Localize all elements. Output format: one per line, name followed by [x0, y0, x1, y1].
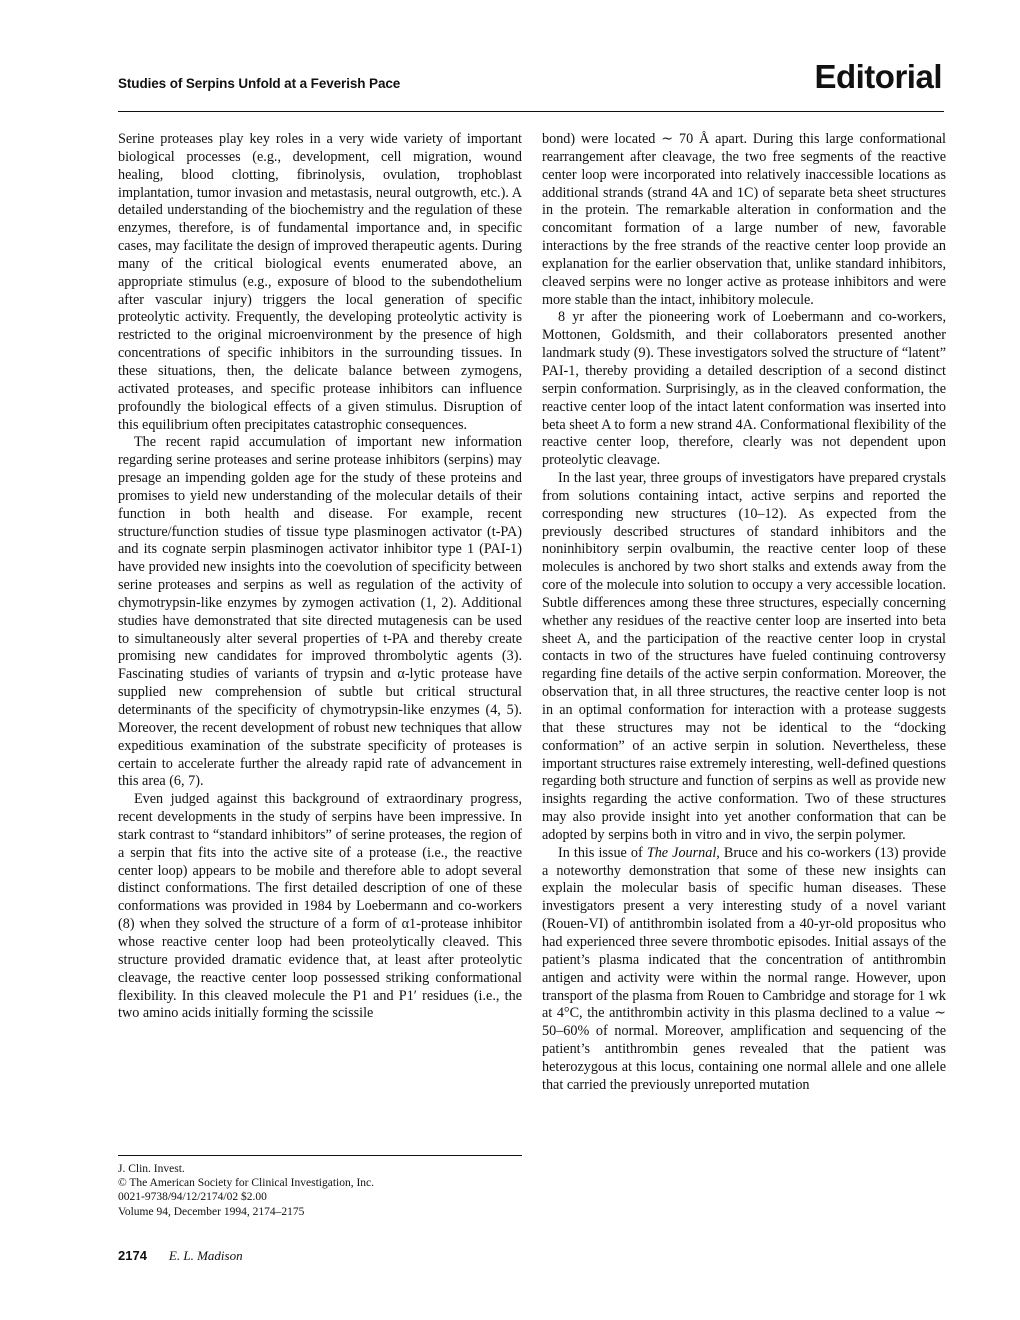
footnote-journal: J. Clin. Invest. [118, 1163, 185, 1175]
footnote-copyright: © The American Society for Clinical Investigation, Inc. [118, 1177, 375, 1190]
footnote-issn: 0021-9738/94/12/2174/02 $2.00 [118, 1191, 267, 1204]
paragraph: Even judged against this background of extraordinary progress, recent developments in the study of serpins have been impressive. In stark contrast to “standard inhibitors” of serine proteases, the region of a serpin that fits into the active site of a protease (i.e., the reactive center loop) appears to be mobile and therefore able to adopt several distinct conformations. The first detailed description of one of these conformations was provided in 1984 by Loebermann and co-workers (8) when they solved the structure of a form of α1-protease inhibitor whose reactive center loop had been proteolytically cleaved. This structure provided dramatic evidence that, at least after proteolytic cleavage, the reactive center loop possessed striking conformational flexibility. In this cleaved molecule the P1 and P1′ residues (i.e., the two amino acids initially forming the scissile [118, 791, 522, 1022]
page-footer [118, 1248, 243, 1264]
paragraph [542, 845, 946, 1095]
right-column [542, 131, 946, 1095]
journal-name: The Journal, [646, 844, 720, 861]
paragraph-rest: Bruce and his co-workers (13) provide a noteworthy demonstration that some of these new insights can explain the molecular basis of specific human diseases. These investigators present a very interesting study of a novel variant (Rouen-VI) of antithrombin isolated from a 40-yr-old propositus who had experienced three severe thrombotic episodes. Initial assays of the patient’s plasma indicated that the concentration of antithrombin antigen and activity were within the normal range. However, upon transport of the plasma from Rouen to Cambridge and storage for 1 wk at 4°C, the antithrombin activity in this plasma declined to a value ∼ 50–60% of normal. Moreover, amplification and sequencing of the patient’s antithrombin genes revealed that the patient was heterozygous at this locus, containing one normal allele and one allele that carried the previously unreported mutation [542, 844, 947, 1093]
header-rule [118, 111, 944, 112]
left-column [118, 131, 522, 1023]
footnote-rule [118, 1155, 522, 1156]
paragraph-lead: In this issue of [558, 844, 647, 861]
footnote-volume: Volume 94, December 1994, 2174–2175 [118, 1205, 305, 1218]
page-number: 2174 [118, 1248, 147, 1263]
paragraph: Serine proteases play key roles in a very wide variety of important biological processes (e.g., development, cell migration, wound healing, blood clotting, fibrinolysis, ovulation, trophoblast implantation, tumor invasion and metastasis, neural outgrowth, etc.). A detailed understanding of the biochemistry and the regulation of these enzymes, therefore, is of fundamental importance and, in specific cases, may facilitate the design of improved therapeutic agents. During many of the critical biological events enumerated above, an appropriate stimulus (e.g., exposure of blood to the subendothelium after vascular injury) triggers the local generation of specific proteolytic activity. Frequently, the developing proteolytic activity is restricted to the original microenvironment by the presence of high concentrations of specific inhibitors in the surrounding tissues. In these situations, then, the delicate balance between zymogens, activated proteases, and specific protease inhibitors can influence profoundly the biological effects of a given stimulus. Disruption of this equilibrium often precipitates catastrophic consequences. [118, 131, 522, 433]
paragraph: bond) were located ∼ 70 Å apart. During this large conformational rearrangement after cleavage, the two free segments of the reactive center loop were incorporated into relatively inaccessible locations as additional strands (strand 4A and 1C) of separate beta sheet structures in the protein. The remarkable alteration in conformation and the concomitant formation of a large number of new, favorable interactions by the free strands of the reactive center loop provide an explanation for the earlier observation that, unlike standard inhibitors, cleaved serpins were no longer active as protease inhibitors and were more stable than the intact, inhibitory molecule. [542, 131, 946, 308]
section-label: Editorial [814, 58, 942, 95]
author: E. L. Madison [168, 1248, 243, 1263]
paragraph: The recent rapid accumulation of important new information regarding serine proteases and serine protease inhibitors (serpins) may presage an impending golden age for the study of these proteins and promises to yield new understanding of the molecular details of their function in both health and disease. For example, recent structure/function studies of tissue type plasminogen activator (t-PA) and its cognate serpin plasminogen activator inhibitor type 1 (PAI-1) have provided new insights into the coevolution of specificity between serine proteases and serpins as well as regulation of the activity of chymotrypsin-like enzymes by zymogen activation (1, 2). Additional studies have demonstrated that site directed mutagenesis can be used to simultaneously alter several properties of t-PA and thereby create promising new candidates for improved thrombolytic agents (3). Fascinating studies of variants of trypsin and α-lytic protease have supplied new comprehension of subtle but critical structural determinants of the specificity of chymotrypsin-like enzymes (4, 5). Moreover, the recent development of robust new techniques that allow expeditious examination of the substrate specificity of proteases is certain to accelerate further the already rapid rate of advancement in this area (6, 7). [118, 434, 522, 790]
running-title: Studies of Serpins Unfold at a Feverish Pace [118, 76, 401, 91]
footnote [118, 1162, 522, 1219]
paragraph: 8 yr after the pioneering work of Loebermann and co-workers, Mottonen, Goldsmith, and their collaborators presented another landmark study (9). These investigators solved the structure of “latent” PAI-1, thereby providing a detailed description of a second distinct serpin conformation. Surprisingly, as in the cleaved conformation, the reactive center loop of the intact latent conformation was inserted into beta sheet A to form a new strand 4A. Conformational flexibility of the reactive center loop, therefore, clearly was not dependent upon proteolytic cleavage. [542, 309, 946, 469]
paragraph: In the last year, three groups of investigators have prepared crystals from solutions containing intact, active serpins and reported the corresponding new structures (10–12). As expected from the previously described structures of standard inhibitors and the noninhibitory serpin ovalbumin, the reactive center loop of these molecules is anchored by two short stalks and extends away from the core of the molecule into solution to occupy a very accessible location. Subtle differences among these three structures, especially concerning whether any residues of the reactive center loop are inserted into beta sheet A, and the participation of the reactive center loop in crystal contacts in two of the structures have fueled continuing controversy regarding fine details of the active serpin conformation. Moreover, the observation that, in all three structures, the reactive center loop is not in an optimal conformation for interaction with a protease suggests that these structures may not be identical to the “docking conformation” of an active serpin in solution. Nevertheless, these important structures raise extremely interesting, well-defined questions regarding both structure and function of serpins as well as provide new insights regarding the active conformation. Two of these structures may also provide insight into yet another conformation that can be adopted by serpins both in vitro and in vivo, the serpin polymer. [542, 470, 946, 843]
